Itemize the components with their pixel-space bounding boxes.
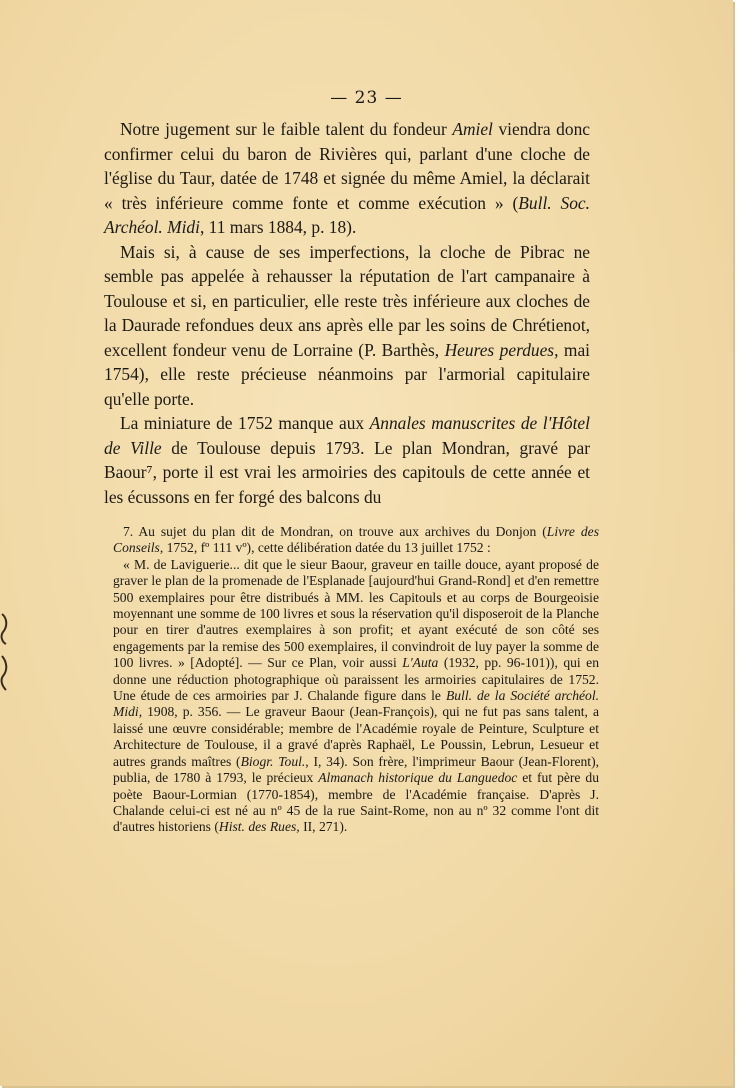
footnote-quote — [113, 557, 599, 836]
text-run: II, 271). — [299, 819, 348, 835]
text-run: La miniature de 1752 manque aux — [120, 413, 370, 433]
text-run: , 1752, fº 111 vº), cette délibération datée du 13 juillet 1752 : — [159, 540, 491, 556]
text-run: Mais si, à cause de ses imperfections, la cloche de Pibrac ne semble pas appelée à rehausser la réputation de l'art campanaire à Toulouse et si, en particulier, elle reste très inférieure aux cloches de la Daurade refondues deux ans après elle par les soins de Chrétienot, excellent fondeur venu de Lorraine (P. Barthès, — [104, 241, 590, 360]
page-number: — 23 — — [330, 88, 403, 108]
paragraph — [104, 117, 590, 240]
italic-text: L'Auta — [402, 655, 439, 671]
text-run: Notre jugement sur le faible talent du fondeur — [120, 119, 453, 139]
italic-text: Hist. des Rues, — [218, 819, 300, 835]
footnote-7 — [113, 524, 599, 836]
italic-text: Annales manuscrites de l'Hôtel de Ville — [104, 413, 590, 458]
italic-text: Biogr. Toul. — [240, 753, 306, 769]
italic-text: Bull. Soc. Archéol. Midi — [104, 192, 590, 237]
footnote-intro — [113, 524, 599, 557]
main-text — [104, 117, 590, 509]
text-run: viendra donc confirmer celui du baron de Rivières qui, parlant d'une cloche de l'église du Taur, datée de 1748 et signée du même Amiel, la déclarait « très inférieure comme fonte et comme exécution » ( — [104, 119, 590, 213]
italic-text: Heures perdues, — [444, 339, 559, 360]
text-run: et fut père du poète Baour-Lormian (1770-1854), membre de l'Académie française. D'après J. Chalande celui-ci est né au nº 45 de la rue Saint-Rome, non au nº 32 comme l'ont dit d'autres historiens ( — [113, 770, 599, 835]
text-run: « M. de Laviguerie... dit que le sieur Baour, graveur en taille douce, ayant proposé de graver le plan de la promenade de l'Esplanade [aujourd'hui Grand-Rond] et d'en remettre 500 exemplaires pour être distribués à MM. les Capitouls et au corps de Bourgeoisie moyennant une somme de 100 livres et sous la réservation qu'il disposeroit de la Planche pour en tirer d'autres exemplaires à son profit; et ayant exécuté de son côté ses engagements par la remise des 500 exemplaires, il convindroit de luy payer la somme de 100 livres. » [Adopté]. — Sur ce Plan, voir aussi — [113, 556, 599, 671]
text-run: , I, 34). Son frère, l'imprimeur Baour (Jean-Florent), publia, de 1780 à 1793, le précieux — [113, 753, 600, 786]
paragraph — [104, 411, 590, 509]
text-run: (1932, pp. 96-101)), qui en donne une réduction photographique où paraissent les armoiries capitulaires de 1752. Une étude de ces armoiries par J. Chalande figure dans le — [113, 655, 600, 704]
binding-thread-marks — [0, 612, 14, 692]
italic-text: Almanach historique du Languedoc — [318, 770, 518, 786]
text-run: de Toulouse depuis 1793. Le plan Mondran, gravé par Baour⁷, porte il est vrai les armoiries des capitouls de cette année et les écussons en fer forgé des balcons du — [104, 437, 591, 507]
text-run: , 11 mars 1884, p. 18). — [199, 217, 357, 237]
text-run: 7. Au sujet du plan dit de Mondran, on trouve aux archives du Donjon ( — [123, 524, 547, 539]
italic-text: Bull. de la Société archéol. Midi — [113, 688, 599, 720]
italic-text: Amiel — [452, 119, 493, 139]
paragraph — [104, 240, 590, 412]
italic-text: Livre des Conseils — [113, 524, 599, 556]
text-run: mai 1754), elle reste précieuse néanmoins par l'armorial capitulaire qu'elle porte. — [104, 339, 590, 409]
text-run: , 1908, p. 356. — Le graveur Baour (Jean-François), qui ne fut pas sans talent, a laissé une œuvre considérable; membre de l'Académie royale de Peinture, Sculpture et Architecture de Toulouse, il a gravé d'après Raphaël, Le Poussin, Lebrun, Lesueur et autres grands maîtres ( — [113, 704, 599, 769]
